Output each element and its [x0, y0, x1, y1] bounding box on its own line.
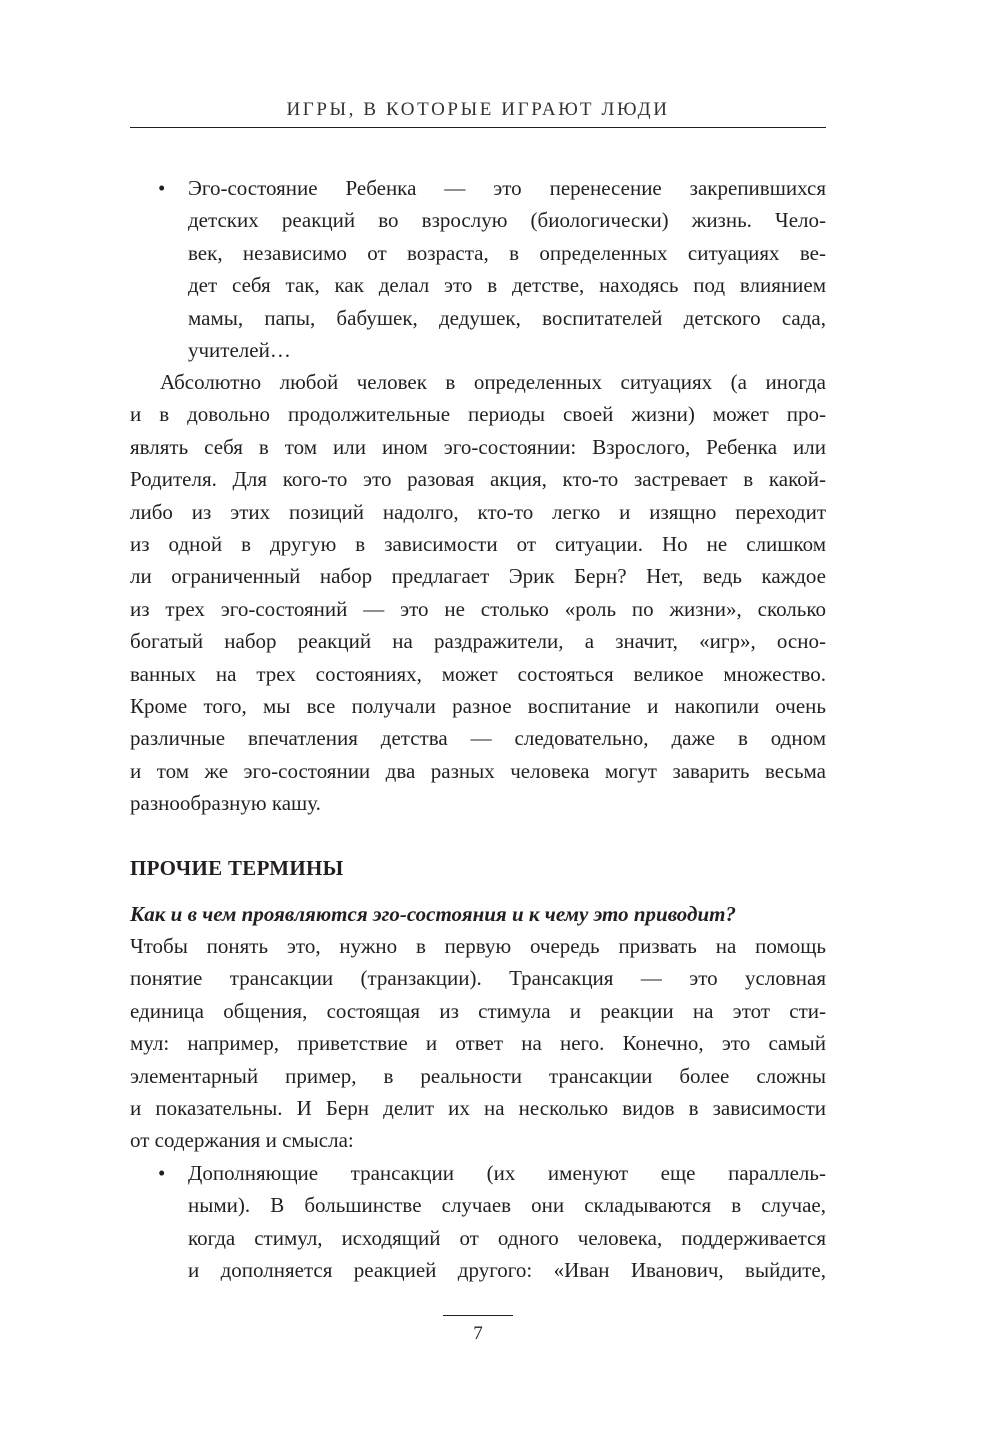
- text-line: ванных на трех состояниях, может состояться великое множество.: [130, 662, 826, 686]
- text-line: Абсолютно любой человек в определенных ситуациях (а иногда: [160, 370, 826, 394]
- text-line: единица общения, состоящая из стимула и реакции на этот сти-: [130, 999, 826, 1023]
- text-line: из трех эго-состояний — это не столько «роль по жизни», сколько: [130, 597, 826, 621]
- text-line: от содержания и смысла:: [130, 1128, 354, 1152]
- text-line: учителей…: [188, 338, 291, 362]
- section-heading: ПРОЧИЕ ТЕРМИНЫ: [130, 856, 344, 880]
- text-line: когда стимул, исходящий от одного человека, поддерживается: [188, 1226, 826, 1250]
- header-rule: [130, 127, 826, 128]
- running-head: ИГРЫ, В КОТОРЫЕ ИГРАЮТ ЛЮДИ: [286, 99, 670, 120]
- bullet-marker: •: [158, 1161, 166, 1185]
- text-line: Кроме того, мы все получали разное воспитание и накопили очень: [130, 694, 826, 718]
- text-line: Эго-состояние Ребенка — это перенесение закрепившихся: [188, 176, 826, 200]
- text-line: понятие трансакции (транзакции). Трансакция — это условная: [130, 966, 826, 990]
- text-line: и дополняется реакцией другого: «Иван Иванович, выйдите,: [188, 1258, 826, 1282]
- text-line: ли ограниченный набор предлагает Эрик Берн? Нет, ведь каждое: [130, 564, 826, 588]
- text-line: мамы, папы, бабушек, дедушек, воспитателей детского сада,: [188, 306, 826, 330]
- section-question: Как и в чем проявляются эго-состояния и к чему это приводит?: [130, 902, 736, 926]
- text-line: разнообразную кашу.: [130, 791, 321, 815]
- text-line: Дополняющие трансакции (их именуют еще параллель-: [188, 1161, 826, 1185]
- footer-rule: [443, 1315, 513, 1316]
- text-line: богатый набор реакций на раздражители, а значит, «игр», осно-: [130, 629, 826, 653]
- text-line: ными). В большинстве случаев они складываются в случае,: [188, 1193, 826, 1217]
- text-line: и том же эго-состоянии два разных человека могут заварить весьма: [130, 759, 826, 783]
- text-line: Чтобы понять это, нужно в первую очередь призвать на помощь: [130, 934, 826, 958]
- page-number: 7: [473, 1323, 483, 1344]
- text-line: век, независимо от возраста, в определенных ситуациях ве-: [188, 241, 826, 265]
- text-line: мул: например, приветствие и ответ на него. Конечно, это самый: [130, 1031, 826, 1055]
- text-line: дет себя так, как делал это в детстве, находясь под влиянием: [188, 273, 826, 297]
- text-line: Родителя. Для кого-то это разовая акция, кто-то застревает в какой-: [130, 467, 826, 491]
- text-line: являть себя в том или ином эго-состоянии: Взрослого, Ребенка или: [130, 435, 826, 459]
- text-line: и показательны. И Берн делит их на несколько видов в зависимости: [130, 1096, 826, 1120]
- text-line: различные впечатления детства — следовательно, даже в одном: [130, 726, 826, 750]
- text-line: и в довольно продолжительные периоды своей жизни) может про-: [130, 402, 826, 426]
- text-line: из одной в другую в зависимости от ситуации. Но не слишком: [130, 532, 826, 556]
- text-line: либо из этих позиций надолго, кто-то легко и изящно переходит: [130, 500, 826, 524]
- bullet-marker: •: [158, 176, 166, 200]
- text-line: элементарный пример, в реальности трансакции более сложны: [130, 1064, 826, 1088]
- text-line: детских реакций во взрослую (биологически) жизнь. Чело-: [188, 208, 826, 232]
